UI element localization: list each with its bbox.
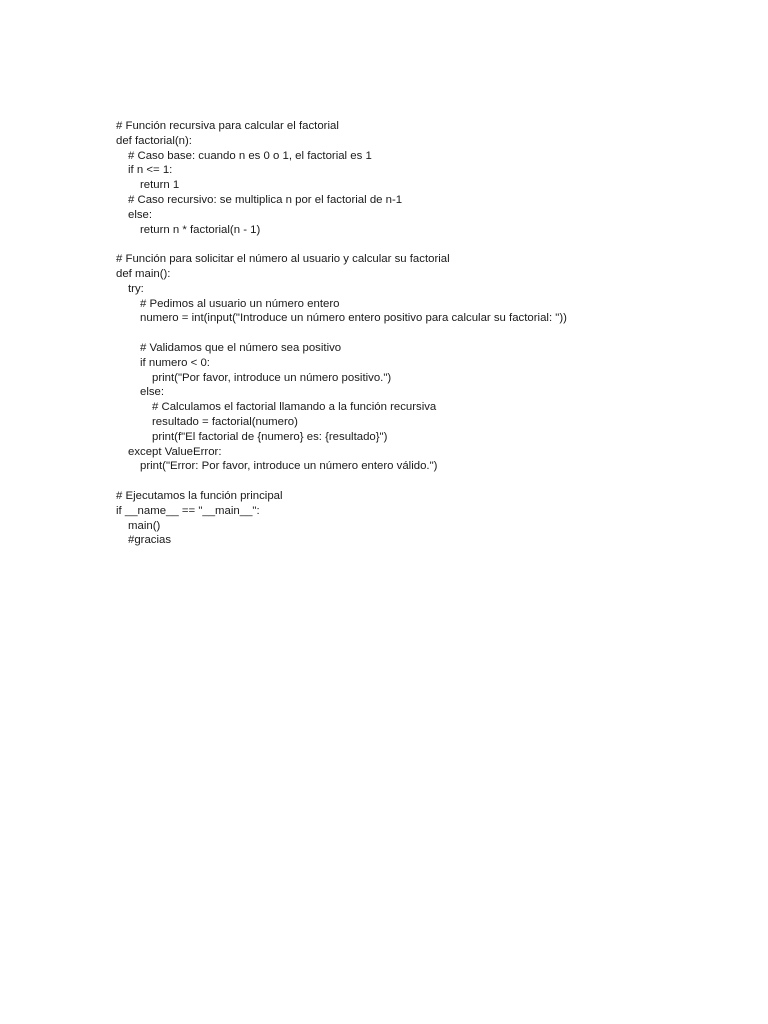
code-line: def main(): (116, 267, 171, 280)
code-line: # Función para solicitar el número al usuario y calcular su factorial (116, 253, 450, 266)
code-line: return 1 (140, 179, 180, 192)
code-line: if __name__ == "__main__": (116, 504, 260, 517)
code-line: # Calculamos el factorial llamando a la función recursiva (152, 401, 437, 414)
code-listing (116, 119, 736, 548)
code-line: print("Error: Por favor, introduce un número entero válido.") (140, 460, 438, 473)
code-line: def factorial(n): (116, 134, 192, 147)
code-line: else: (140, 386, 165, 399)
code-line: #gracias (128, 534, 172, 547)
code-line: # Caso base: cuando n es 0 o 1, el factorial es 1 (128, 149, 372, 162)
code-line: # Ejecutamos la función principal (116, 489, 283, 502)
code-line: main() (128, 519, 161, 532)
code-line: # Pedimos al usuario un número entero (140, 297, 340, 310)
code-line: else: (128, 208, 153, 221)
code-line: print("Por favor, introduce un número positivo.") (152, 371, 392, 384)
code-line: # Validamos que el número sea positivo (140, 341, 342, 354)
code-line: if numero < 0: (140, 356, 210, 369)
code-line: # Caso recursivo: se multiplica n por el factorial de n-1 (128, 193, 403, 206)
blank-line (116, 237, 736, 252)
code-line: if n <= 1: (128, 164, 173, 177)
code-line: print(f"El factorial de {numero} es: {resultado}") (152, 430, 388, 443)
code-line: return n * factorial(n - 1) (140, 223, 261, 236)
code-line: resultado = factorial(numero) (152, 415, 298, 428)
blank-line (116, 326, 736, 341)
code-line: # Función recursiva para calcular el factorial (116, 120, 339, 132)
code-line: try: (128, 282, 144, 295)
code-line: except ValueError: (128, 445, 222, 458)
code-line: numero = int(input("Introduce un número entero positivo para calcular su factorial: ")) (140, 312, 567, 325)
blank-line (116, 474, 736, 489)
